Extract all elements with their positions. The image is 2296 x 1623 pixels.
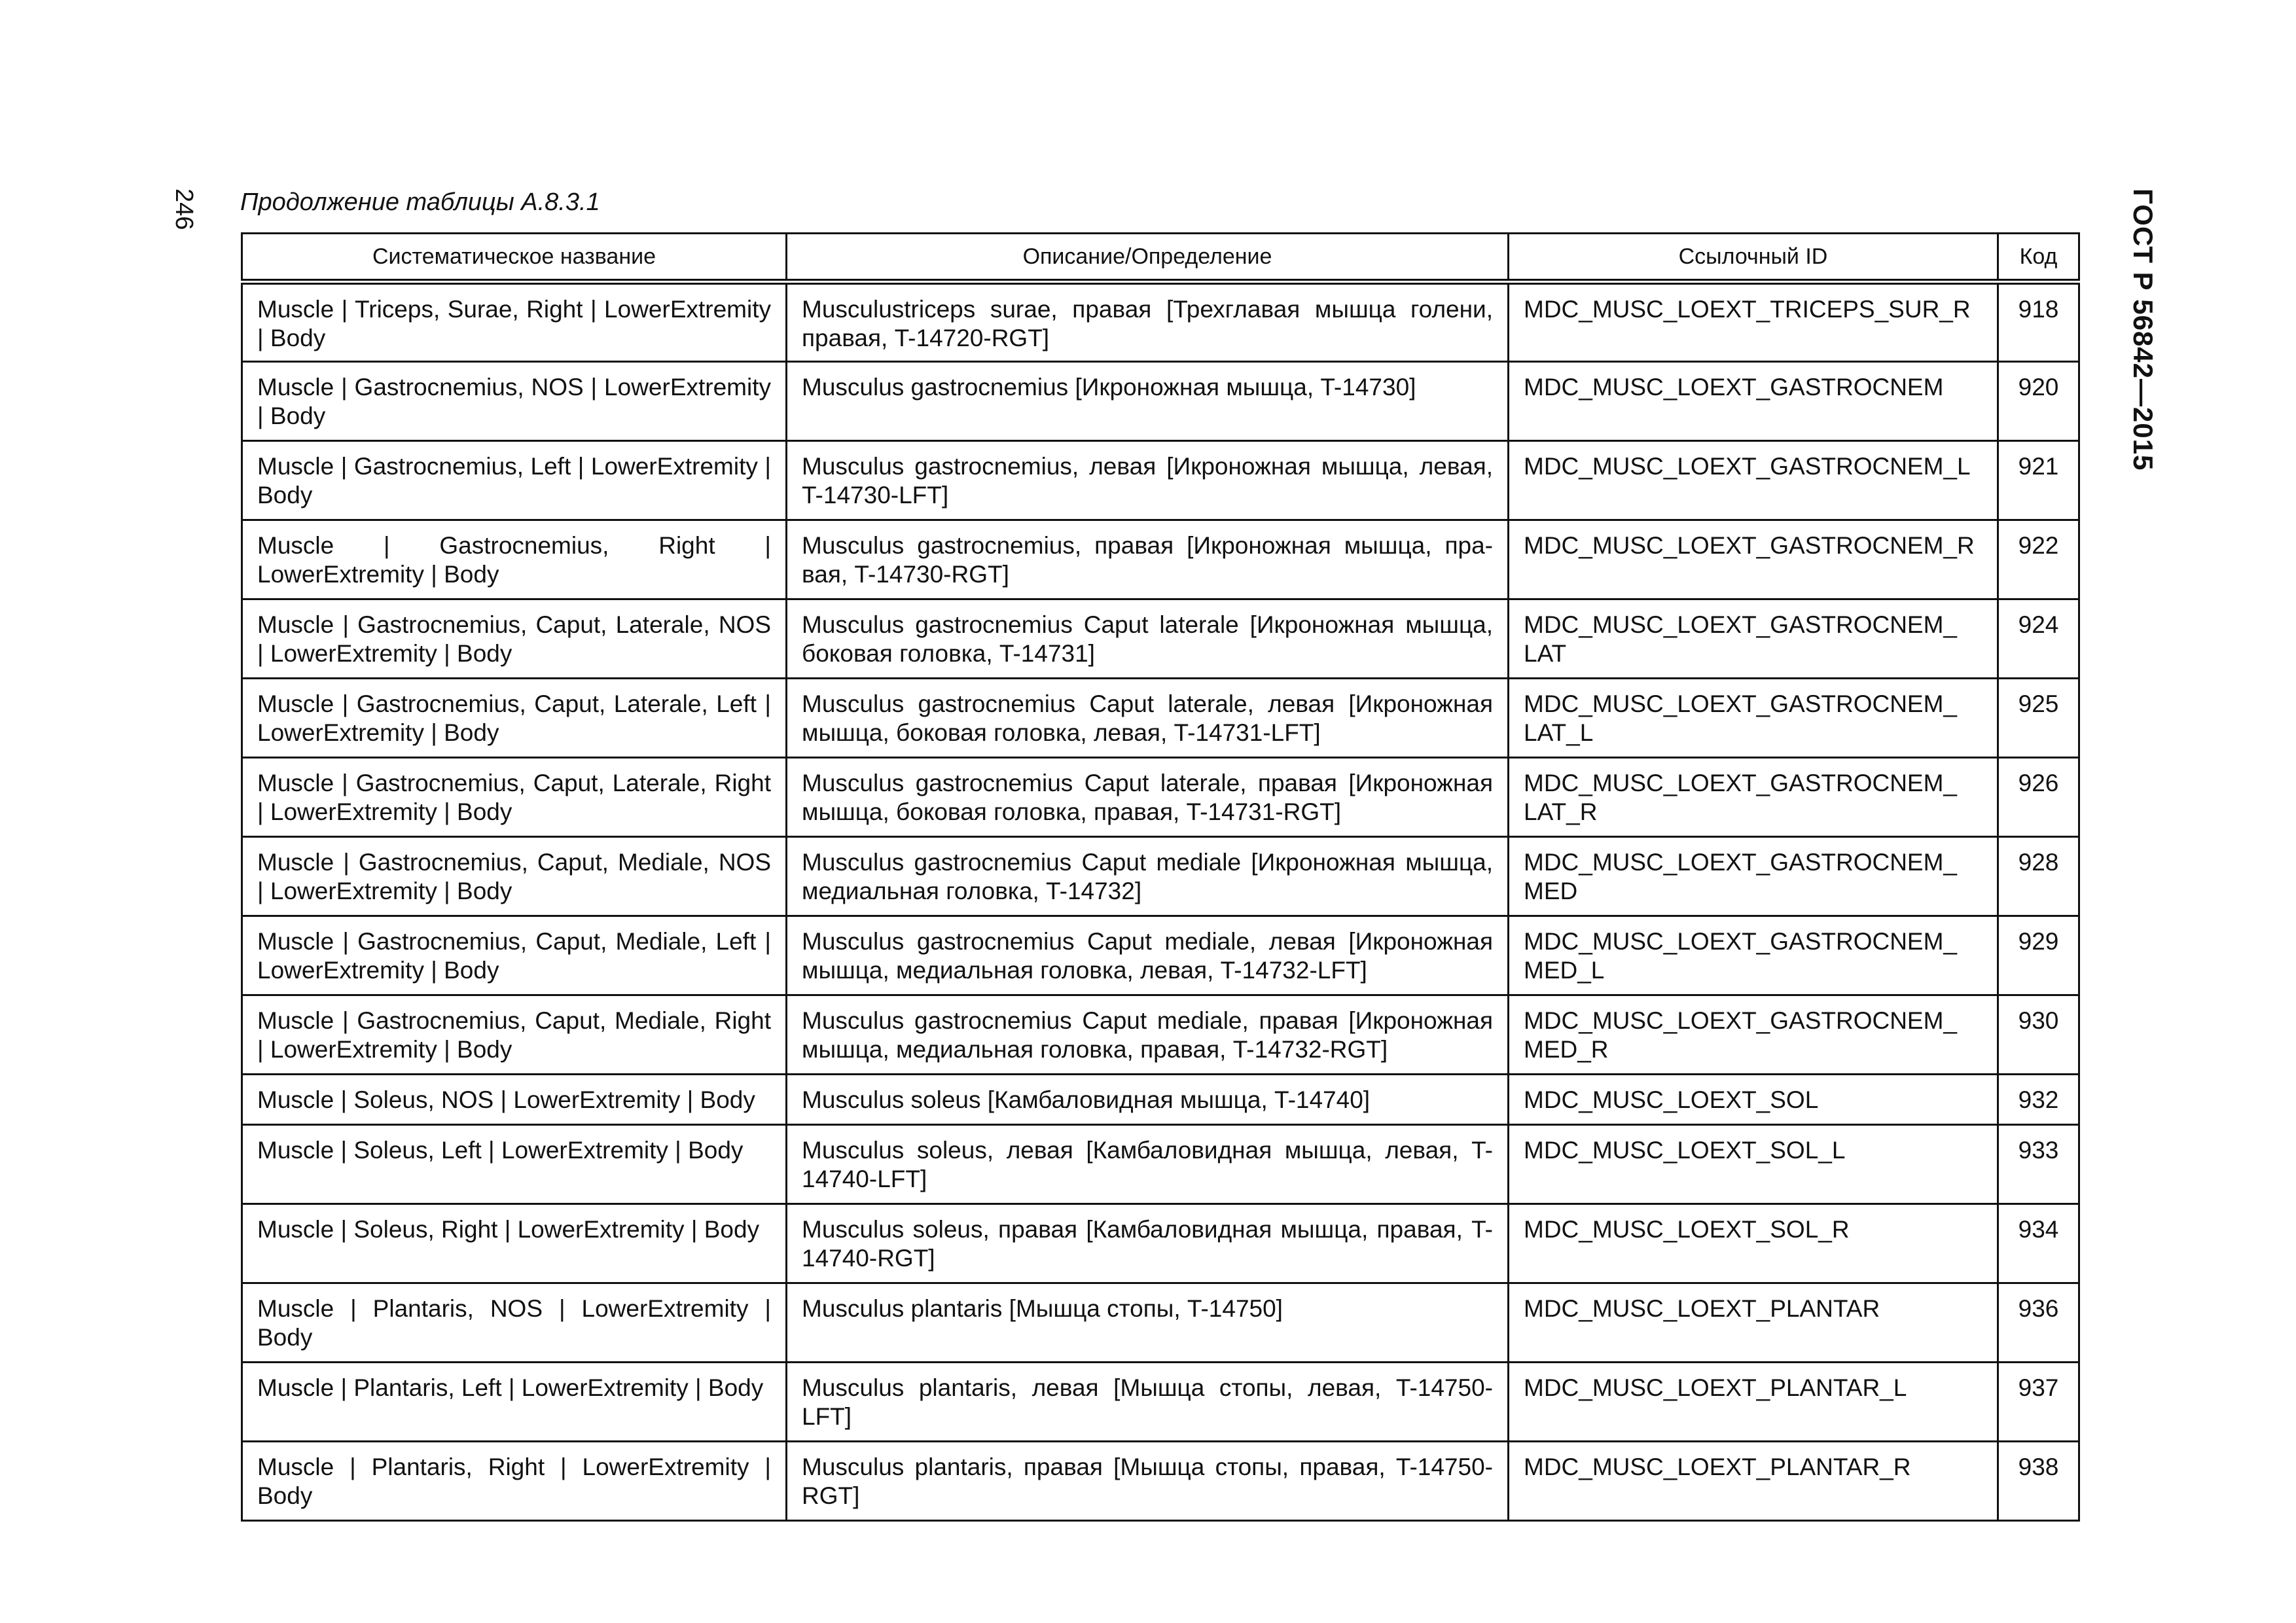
table-row [242, 1363, 2079, 1442]
cell-description: Musculus soleus [Камбаловидная мышца, T-14740] [787, 1075, 1509, 1125]
cell-reference-id: MDC_MUSC_LOEXT_GASTROCNEM_L [1509, 441, 1998, 520]
cell-systematic-name: Muscle | Soleus, NOS | LowerExtremity | Body [242, 1075, 787, 1125]
table-caption: Продолжение таблицы А.8.3.1 [240, 188, 600, 216]
header-systematic-name: Систематическое название [242, 234, 787, 282]
table-body [242, 282, 2079, 1521]
table-header-row [242, 234, 2079, 282]
cell-description: Musculus plantaris [Мышца стопы, T-14750] [787, 1283, 1509, 1363]
header-code: Код [1998, 234, 2079, 282]
cell-description: Musculus gastrocnemius [Икроножная мышца, T-14730] [787, 362, 1509, 441]
cell-description: Musculus gastrocnemius Caput laterale, левая [Икроножная мышца, боковая головка, левая, T-14731-LFT] [787, 679, 1509, 758]
cell-code: 938 [1998, 1442, 2079, 1521]
cell-systematic-name: Muscle | Gastrocnemius, Caput, Laterale, NOS | LowerExtremity | Body [242, 599, 787, 679]
cell-description: Musculus gastrocnemius, левая [Икроножная мышца, левая, T-14730-LFT] [787, 441, 1509, 520]
cell-systematic-name: Muscle | Gastrocnemius, Right | LowerExtremity | Body [242, 520, 787, 599]
cell-systematic-name: Muscle | Gastrocnemius, Left | LowerExtremity | Body [242, 441, 787, 520]
cell-description: Musculus soleus, правая [Камбаловидная мышца, правая, T-14740-RGT] [787, 1204, 1509, 1283]
cell-systematic-name: Muscle | Gastrocnemius, Caput, Laterale, Right | LowerExtremity | Body [242, 758, 787, 837]
cell-reference-id: MDC_MUSC_LOEXT_GASTROCNEM_ MED_L [1509, 916, 1998, 995]
cell-reference-id: MDC_MUSC_LOEXT_GASTROCNEM [1509, 362, 1998, 441]
cell-systematic-name: Muscle | Gastrocnemius, Caput, Mediale, Right | LowerExtremity | Body [242, 995, 787, 1075]
cell-reference-id: MDC_MUSC_LOEXT_GASTROCNEM_R [1509, 520, 1998, 599]
table-row [242, 916, 2079, 995]
cell-systematic-name: Muscle | Plantaris, NOS | LowerExtremity | Body [242, 1283, 787, 1363]
cell-code: 920 [1998, 362, 2079, 441]
table-row [242, 1075, 2079, 1125]
cell-description: Musculus soleus, левая [Камбаловидная мышца, левая, T-14740-LFT] [787, 1125, 1509, 1204]
cell-code: 918 [1998, 282, 2079, 362]
cell-description: Musculus plantaris, левая [Мышца стопы, левая, T-14750-LFT] [787, 1363, 1509, 1442]
cell-systematic-name: Muscle | Soleus, Right | LowerExtremity | Body [242, 1204, 787, 1283]
cell-systematic-name: Muscle | Gastrocnemius, Caput, Mediale, Left | LowerExtremity | Body [242, 916, 787, 995]
table-row [242, 1125, 2079, 1204]
cell-reference-id: MDC_MUSC_LOEXT_SOL [1509, 1075, 1998, 1125]
cell-code: 922 [1998, 520, 2079, 599]
cell-description: Musculus gastrocnemius, правая [Икроножная мышца, пра-вая, T-14730-RGT] [787, 520, 1509, 599]
cell-reference-id: MDC_MUSC_LOEXT_SOL_L [1509, 1125, 1998, 1204]
cell-reference-id: MDC_MUSC_LOEXT_GASTROCNEM_ LAT_L [1509, 679, 1998, 758]
table-row [242, 599, 2079, 679]
cell-reference-id: MDC_MUSC_LOEXT_GASTROCNEM_ MED [1509, 837, 1998, 916]
table-row [242, 837, 2079, 916]
cell-code: 929 [1998, 916, 2079, 995]
cell-reference-id: MDC_MUSC_LOEXT_PLANTAR [1509, 1283, 1998, 1363]
cell-systematic-name: Muscle | Gastrocnemius, NOS | LowerExtremity | Body [242, 362, 787, 441]
cell-systematic-name: Muscle | Gastrocnemius, Caput, Laterale, Left | LowerExtremity | Body [242, 679, 787, 758]
cell-code: 932 [1998, 1075, 2079, 1125]
cell-reference-id: MDC_MUSC_LOEXT_SOL_R [1509, 1204, 1998, 1283]
cell-code: 926 [1998, 758, 2079, 837]
cell-description: Musculus gastrocnemius Caput mediale, правая [Икроножная мышца, медиальная головка, правая, T-14732-RGT] [787, 995, 1509, 1075]
cell-systematic-name: Muscle | Triceps, Surae, Right | LowerExtremity | Body [242, 282, 787, 362]
cell-description: Musculus gastrocnemius Caput mediale [Икроножная мышца, медиальная головка, T-14732] [787, 837, 1509, 916]
table-row [242, 679, 2079, 758]
cell-reference-id: MDC_MUSC_LOEXT_GASTROCNEM_ LAT [1509, 599, 1998, 679]
cell-systematic-name: Muscle | Plantaris, Right | LowerExtremity | Body [242, 1442, 787, 1521]
cell-code: 937 [1998, 1363, 2079, 1442]
header-description: Описание/Определение [787, 234, 1509, 282]
cell-description: Musculus plantaris, правая [Мышца стопы, правая, T-14750-RGT] [787, 1442, 1509, 1521]
cell-code: 928 [1998, 837, 2079, 916]
table-row [242, 1283, 2079, 1363]
cell-reference-id: MDC_MUSC_LOEXT_GASTROCNEM_ MED_R [1509, 995, 1998, 1075]
header-reference-id: Ссылочный ID [1509, 234, 1998, 282]
cell-description: Musculus gastrocnemius Caput laterale, правая [Икроножная мышца, боковая головка, правая, T-14731-RGT] [787, 758, 1509, 837]
standard-code: ГОСТ Р 56842—2015 [2128, 188, 2159, 471]
table-row [242, 1442, 2079, 1521]
table-row [242, 282, 2079, 362]
page-number: 246 [170, 188, 198, 230]
cell-description: Musculus gastrocnemius Caput mediale, левая [Икроножная мышца, медиальная головка, левая, T-14732-LFT] [787, 916, 1509, 995]
cell-reference-id: MDC_MUSC_LOEXT_TRICEPS_SUR_R [1509, 282, 1998, 362]
table-row [242, 1204, 2079, 1283]
cell-code: 921 [1998, 441, 2079, 520]
table-row [242, 362, 2079, 441]
cell-code: 924 [1998, 599, 2079, 679]
cell-description: Musculus gastrocnemius Caput laterale [Икроножная мышца, боковая головка, T-14731] [787, 599, 1509, 679]
cell-reference-id: MDC_MUSC_LOEXT_GASTROCNEM_ LAT_R [1509, 758, 1998, 837]
table-row [242, 441, 2079, 520]
cell-systematic-name: Muscle | Soleus, Left | LowerExtremity | Body [242, 1125, 787, 1204]
cell-reference-id: MDC_MUSC_LOEXT_PLANTAR_L [1509, 1363, 1998, 1442]
table-row [242, 995, 2079, 1075]
cell-code: 925 [1998, 679, 2079, 758]
table-row [242, 758, 2079, 837]
cell-systematic-name: Muscle | Plantaris, Left | LowerExtremity | Body [242, 1363, 787, 1442]
cell-description: Musculustriceps surae, правая [Трехглавая мышца голени, правая, T-14720-RGT] [787, 282, 1509, 362]
data-table [241, 232, 2080, 1522]
cell-code: 930 [1998, 995, 2079, 1075]
cell-code: 934 [1998, 1204, 2079, 1283]
cell-code: 933 [1998, 1125, 2079, 1204]
cell-systematic-name: Muscle | Gastrocnemius, Caput, Mediale, NOS | LowerExtremity | Body [242, 837, 787, 916]
table-row [242, 520, 2079, 599]
cell-code: 936 [1998, 1283, 2079, 1363]
cell-reference-id: MDC_MUSC_LOEXT_PLANTAR_R [1509, 1442, 1998, 1521]
